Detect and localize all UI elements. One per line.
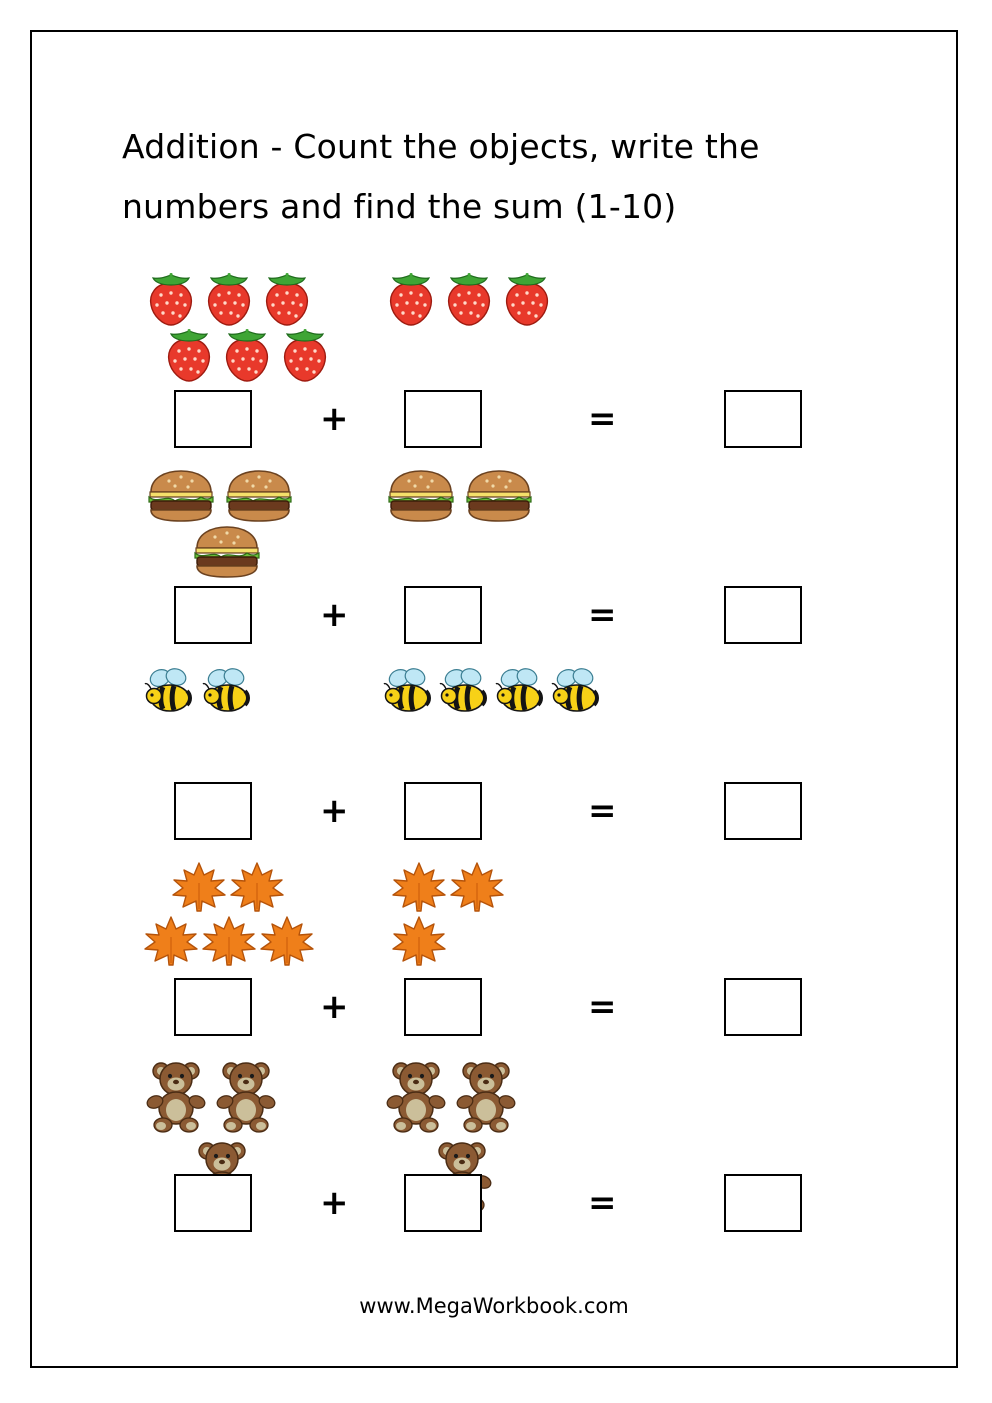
maple-leaf-icon [391, 861, 447, 913]
teddy-bear-icon [214, 1057, 280, 1135]
strawberry-icon [145, 273, 197, 327]
plus-sign: + [320, 399, 349, 439]
addend-right-objects [382, 860, 592, 968]
burger-icon [145, 468, 217, 524]
addend-left-input[interactable] [174, 1174, 252, 1232]
bee-icon [550, 665, 606, 717]
addend-left-objects [142, 272, 342, 384]
addend-left-input[interactable] [174, 978, 252, 1036]
equals-sign: = [588, 791, 617, 831]
plus-sign: + [320, 595, 349, 635]
addend-right-objects [382, 272, 592, 328]
addend-right-input[interactable] [404, 782, 482, 840]
answer-line [32, 1174, 956, 1238]
sum-input[interactable] [724, 782, 802, 840]
addend-left-input[interactable] [174, 586, 252, 644]
sum-input[interactable] [724, 586, 802, 644]
maple-leaf-icon [201, 915, 257, 967]
addend-right-input[interactable] [404, 390, 482, 448]
problem-row [32, 664, 956, 860]
equals-sign: = [588, 1183, 617, 1223]
answer-line [32, 978, 956, 1042]
addend-left-objects [142, 468, 342, 580]
problem-row [32, 272, 956, 468]
burger-icon [191, 524, 263, 580]
sum-input[interactable] [724, 1174, 802, 1232]
strawberry-icon [261, 273, 313, 327]
addend-left-input[interactable] [174, 390, 252, 448]
maple-leaf-icon [449, 861, 505, 913]
plus-sign: + [320, 1183, 349, 1223]
footer-website: www.MegaWorkbook.com [359, 1294, 629, 1318]
bee-icon [382, 665, 438, 717]
problem-row [32, 860, 956, 1056]
equals-sign: = [588, 987, 617, 1027]
addend-right-objects [382, 468, 592, 524]
strawberry-icon [443, 273, 495, 327]
maple-leaf-icon [391, 915, 447, 967]
sum-input[interactable] [724, 390, 802, 448]
maple-leaf-icon [171, 861, 227, 913]
plus-sign: + [320, 987, 349, 1027]
teddy-bear-icon [144, 1057, 210, 1135]
burger-icon [385, 468, 457, 524]
equals-sign: = [588, 399, 617, 439]
sum-input[interactable] [724, 978, 802, 1036]
problem-row [32, 468, 956, 664]
addend-right-objects [382, 664, 592, 718]
maple-leaf-icon [259, 915, 315, 967]
strawberry-icon [501, 273, 553, 327]
strawberry-icon [221, 329, 273, 383]
answer-line [32, 390, 956, 454]
strawberry-icon [203, 273, 255, 327]
bee-icon [143, 665, 199, 717]
addend-left-objects [142, 860, 342, 968]
answer-line [32, 586, 956, 650]
plus-sign: + [320, 791, 349, 831]
problem-row [32, 1056, 956, 1252]
bee-icon [201, 665, 257, 717]
bee-icon [494, 665, 550, 717]
maple-leaf-icon [143, 915, 199, 967]
teddy-bear-icon [454, 1057, 520, 1135]
addend-right-input[interactable] [404, 1174, 482, 1232]
burger-icon [463, 468, 535, 524]
addend-left-input[interactable] [174, 782, 252, 840]
teddy-bear-icon [384, 1057, 450, 1135]
strawberry-icon [163, 329, 215, 383]
worksheet-page [30, 30, 958, 1368]
strawberry-icon [385, 273, 437, 327]
equals-sign: = [588, 595, 617, 635]
burger-icon [223, 468, 295, 524]
bee-icon [438, 665, 494, 717]
problem-list [32, 272, 956, 1252]
maple-leaf-icon [229, 861, 285, 913]
addend-right-input[interactable] [404, 978, 482, 1036]
addend-left-objects [142, 664, 342, 718]
answer-line [32, 782, 956, 846]
addend-right-input[interactable] [404, 586, 482, 644]
page-title: Addition - Count the objects, write the numbers and find the sum (1-10) [122, 127, 760, 226]
strawberry-icon [279, 329, 331, 383]
